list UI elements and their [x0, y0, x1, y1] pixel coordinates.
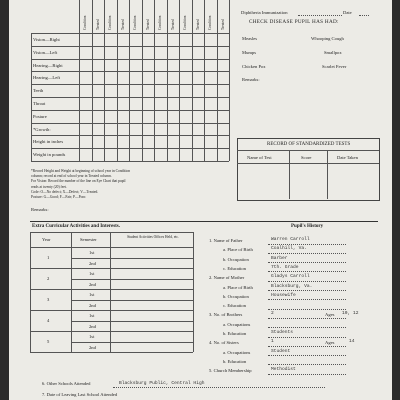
grid-row-label: Posture [33, 113, 47, 119]
extra-row-line [71, 258, 193, 259]
whooping-cough-label: Whooping Cough [311, 36, 344, 41]
grid-head-line [31, 33, 229, 34]
tests-header-date: Date Taken [337, 155, 358, 160]
grid-row-label: Weight in pounds [33, 152, 66, 158]
diphtheria-date-label: Date [343, 10, 352, 15]
grid-row-line [31, 84, 229, 85]
history-label: 5. Church Membership [209, 368, 252, 374]
extra-header-year: Year [42, 237, 51, 242]
history-value: Coalhill, Va. [271, 246, 307, 252]
history-value: Barber [271, 255, 288, 261]
grid-col-header: Condition [208, 15, 212, 30]
grid-row-label: Vision—Left [33, 49, 58, 55]
grid-col-header: Treated [120, 19, 125, 30]
grid-col-header: Treated [220, 19, 225, 30]
history-label: b. Occupation [223, 293, 249, 299]
extra-semester-label: 1st [89, 250, 95, 255]
history-line [268, 271, 346, 272]
mumps-label: Mumps [242, 50, 257, 55]
history-value: Blacksburg, Va. [271, 283, 313, 289]
grid-col-line [129, 0, 130, 161]
health-note-line: Posture: G—Good; F—Fair; P—Poor. [31, 195, 87, 199]
extra-year-label: 2 [47, 276, 50, 281]
history-label: a. Occupations [223, 349, 251, 355]
history-line [268, 299, 346, 300]
sisters-ages-value: 14 [349, 339, 355, 345]
grid-row-line [31, 110, 229, 111]
scarlet-fever-label: Scarlet Fever [322, 64, 347, 69]
grid-row-label: Throat [33, 101, 46, 106]
extra-row-line [30, 331, 193, 332]
history-label: 2. Name of Mother [209, 275, 245, 281]
grid-col-header: Treated [95, 19, 100, 30]
grid-col-line [154, 0, 155, 161]
leaving-date-label: 7. Date of Leaving Last School Attended [42, 392, 118, 397]
history-value: 1 [271, 339, 274, 345]
history-line [268, 262, 346, 263]
history-value: Student [271, 348, 291, 354]
extra-semester-label: 2nd [89, 344, 96, 350]
history-label: b. Education [223, 331, 247, 336]
measles-label: Measles [242, 36, 258, 41]
brothers-ages-value: 10, 12 [342, 311, 359, 317]
extra-col-line [30, 232, 31, 352]
brothers-ages-label: Ages [325, 312, 335, 318]
grid-row-line [31, 59, 229, 60]
grid-col-header: Treated [195, 19, 200, 30]
extra-header-semester: Semester [80, 237, 97, 242]
grid-row-label: Teeth [33, 88, 44, 94]
history-label: a. Place of Birth [223, 247, 253, 253]
history-line [268, 253, 346, 254]
extra-header-activities: Student Activities Offices Held, etc. [127, 235, 179, 239]
chicken-pox-label: Chicken Pox [242, 64, 266, 69]
grid-row-line [31, 161, 229, 162]
history-line [268, 318, 346, 319]
grid-row-line [31, 97, 229, 98]
grid-col-header: Condition [133, 15, 137, 30]
extra-semester-label: 2nd [89, 302, 96, 308]
grid-col-line [142, 0, 143, 161]
history-line [268, 281, 346, 282]
history-value: Students [271, 330, 294, 335]
extra-semester-label: 2nd [89, 260, 96, 266]
grid-row-label: Hearing—Right [33, 62, 63, 68]
extra-semester-label: 2nd [89, 323, 96, 329]
history-value: 2 [271, 311, 274, 317]
extra-row-line [30, 289, 193, 290]
diphtheria-line [298, 15, 342, 16]
health-note-line: For Vision: Record the number of the line on Eye Chart that pupil [31, 179, 126, 184]
diphtheria-label: Diphtheria Immunization [241, 10, 288, 15]
standardized-tests-box [237, 138, 380, 201]
record-card [9, 0, 392, 400]
extra-row-line [30, 310, 193, 311]
history-value: Methodist [271, 367, 296, 373]
grid-col-line [104, 0, 105, 161]
grid-row-label: Height in inches [33, 139, 64, 145]
health-note-line: *Record Height and Weight at beginning of school year in Condition [31, 169, 131, 173]
history-label: 1. Name of Father [209, 238, 243, 243]
grid-row-label: *Growth: [33, 126, 51, 132]
history-line [268, 337, 346, 338]
extra-year-label: 4 [47, 318, 50, 323]
history-line [268, 364, 346, 365]
extra-year-label: 3 [47, 297, 50, 302]
extra-row-line [71, 300, 193, 301]
history-line [268, 374, 346, 375]
grid-col-line [192, 0, 193, 161]
grid-col-header: Condition [158, 15, 162, 30]
health-note-line: reads at twenty (20) feet. [31, 184, 67, 189]
health-note-line: column; record at end of school year in Treated column. [31, 174, 112, 179]
history-value: Warren Carroll [271, 237, 310, 242]
grid-col-line [167, 0, 168, 161]
other-schools-value: Blacksburg Public, Central High [119, 381, 205, 386]
extra-semester-label: 1st [89, 292, 95, 297]
diphtheria-date-line [359, 15, 369, 16]
extra-semester-label: 1st [89, 313, 95, 318]
grid-col-line [179, 0, 180, 161]
extra-title: Extra Curricular Activities and Interests. [32, 224, 121, 229]
grid-row-label: Vision—Right [33, 37, 60, 42]
smallpox-label: Smallpox [324, 50, 342, 55]
extra-top-line [30, 232, 193, 233]
extra-col-line [110, 232, 111, 352]
extra-semester-label: 1st [89, 271, 95, 276]
grid-row-line [31, 71, 229, 72]
extra-row-line [71, 321, 193, 322]
extra-row-line [71, 279, 193, 280]
history-line [268, 244, 346, 245]
history-line [268, 346, 346, 347]
other-schools-label: 6. Other Schools Attended [42, 381, 91, 386]
grid-col-line [79, 0, 80, 161]
history-label: 3. No. of Brothers [209, 312, 243, 318]
history-line [268, 290, 346, 291]
sisters-ages-label: Ages [325, 340, 335, 346]
history-value: Gladys Carroll [271, 274, 310, 280]
tests-header-name: Name of Test [247, 155, 272, 160]
history-line [268, 327, 346, 328]
history-title: Pupil's History [291, 224, 324, 229]
grid-col-header: Treated [170, 19, 175, 30]
history-label: c. Education [223, 303, 246, 309]
history-label: a. Occupations [223, 321, 251, 327]
history-label: b. Occupation [223, 256, 249, 262]
disease-remarks-label: Remarks: [242, 77, 260, 82]
history-value: 7th. Grade [271, 264, 299, 270]
history-line [268, 309, 346, 310]
extra-col-line [71, 232, 72, 352]
history-label: c. Education [223, 265, 246, 271]
health-note-line: Code: O—No defect; X—Defect; V—Treated. [31, 189, 99, 194]
history-label: 4. No. of Sisters [209, 340, 239, 346]
tests-header-score: Score [301, 155, 312, 160]
grid-col-line [204, 0, 205, 161]
extra-semester-label: 1st [89, 334, 95, 339]
extra-col-line [193, 232, 194, 352]
extra-semester-label: 2nd [89, 281, 96, 287]
grid-col-line [229, 0, 230, 161]
history-value: Housewife [271, 292, 296, 298]
grid-col-line [117, 0, 118, 161]
grid-col-header: Condition [108, 15, 112, 30]
history-line [268, 355, 346, 356]
grid-row-label: Hearing—Left [33, 75, 61, 81]
grid-col-line [217, 0, 218, 161]
grid-col-header: Treated [145, 19, 150, 30]
grid-col-header: Condition [183, 15, 187, 30]
health-remarks-label: Remarks: [31, 207, 49, 212]
extra-head-line [30, 247, 193, 248]
disease-title: CHECK DISEASE PUPIL HAS HAD: [249, 19, 339, 25]
grid-row-line [31, 135, 229, 136]
grid-row-line [31, 123, 229, 124]
tests-title: RECORD OF STANDARDIZED TESTS [267, 142, 351, 147]
extra-row-line [71, 342, 193, 343]
history-label: b. Education [223, 358, 247, 364]
extra-row-line [30, 352, 193, 353]
grid-col-header: Condition [83, 15, 87, 30]
grid-col-line [92, 0, 93, 161]
grid-row-line [31, 46, 229, 47]
extra-row-line [30, 268, 193, 269]
grid-row-line [31, 148, 229, 149]
extra-year-label: 1 [47, 255, 50, 260]
history-label: a. Place of Birth [223, 284, 253, 290]
extra-year-label: 5 [47, 339, 50, 344]
